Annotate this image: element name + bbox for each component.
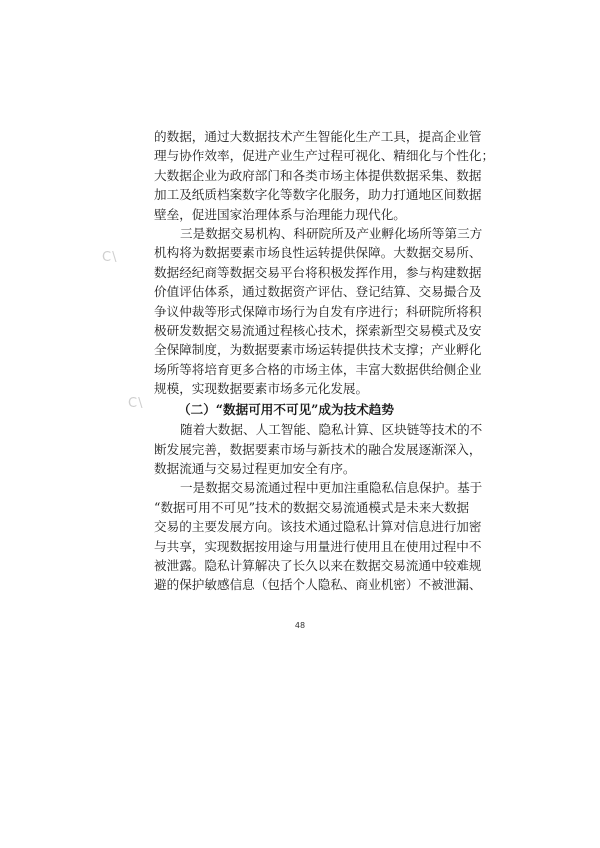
text-line: 大数据企业为政府部门和各类市场主体提供数据采集、数据 — [154, 167, 482, 183]
watermark-mark: C\ — [102, 250, 118, 265]
watermark-mark: C\ — [128, 396, 144, 411]
text-line: 争议仲裁等形式保障市场行为自发有序进行；科研院所将积 — [154, 303, 482, 319]
text-line: 规模，实现数据要素市场多元化发展。 — [154, 381, 369, 397]
text-line: 机构将为数据要素市场良性运转提供保障。大数据交易所、 — [154, 245, 482, 261]
text-line: “数据可用不可见”技术的数据交易流通模式是未来大数据 — [154, 499, 470, 515]
text-line: 场所等将培育更多合格的市场主体，丰富大数据供给侧企业 — [154, 361, 482, 377]
text-line: 交易的主要发展方向。该技术通过隐私计算对信息进行加密 — [154, 519, 482, 535]
text-line: 加工及纸质档案数字化等数字化服务，助力打通地区间数据 — [154, 187, 482, 203]
text-line: 理与协作效率，促进产业生产过程可视化、精细化与个性化； — [154, 148, 495, 164]
page-number: 48 — [294, 621, 306, 630]
text-line: 被泄露。隐私计算解决了长久以来在数据交易流通中较难规 — [154, 557, 482, 573]
text-line: 数据经纪商等数据交易平台将积极发挥作用，参与构建数据 — [154, 264, 482, 280]
text-line: 的数据，通过大数据技术产生智能化生产工具，提高企业管 — [154, 129, 482, 144]
text-line: 价值评估体系，通过数据资产评估、登记结算、交易撮合及 — [154, 284, 482, 300]
text-line: 与共享，实现数据按用途与用量进行使用且在使用过程中不 — [154, 538, 482, 554]
text-line: 极研发数据交易流通过程核心技术，探索新型交易模式及安 — [154, 323, 482, 339]
body-text — [154, 127, 495, 595]
text-line: 数据流通与交易过程更加安全有序。 — [154, 460, 356, 476]
text-line: 避的保护敏感信息（包括个人隐私、商业机密）不被泄漏、 — [154, 577, 482, 593]
text-line: 断发展完善，数据要素市场与新技术的融合发展逐渐深入， — [154, 441, 482, 457]
text-line: 壁垒，促进国家治理体系与治理能力现代化。 — [154, 206, 406, 222]
text-line: 全保障制度，为数据要素市场运转提供技术支撑；产业孵化 — [154, 342, 482, 358]
section-heading: （二）“数据可用不可见”成为技术趋势 — [178, 401, 394, 417]
text-line: 一是数据交易流通过程中更加注重隐私信息保护。基于 — [180, 480, 483, 496]
text-line: 三是数据交易机构、科研院所及产业孵化场所等第三方 — [180, 226, 483, 242]
text-line: 随着大数据、人工智能、隐私计算、区块链等技术的不 — [180, 422, 483, 438]
